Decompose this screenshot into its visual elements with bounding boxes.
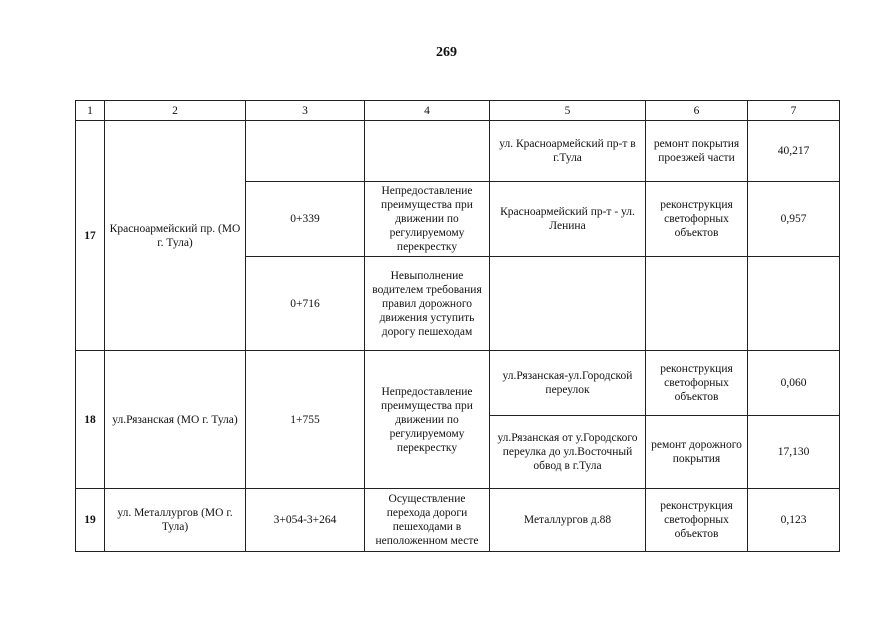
value-cell: 0,123 <box>748 489 840 552</box>
violation-cell: Непредоставление преимущества при движении по регулируемому перекрестку <box>365 182 490 257</box>
data-table <box>75 100 840 552</box>
km-cell <box>246 121 365 182</box>
row-number: 19 <box>76 489 105 552</box>
km-cell: 0+716 <box>246 257 365 351</box>
km-cell: 3+054-3+264 <box>246 489 365 552</box>
work-cell: ремонт дорожного покрытия <box>646 416 748 489</box>
work-cell <box>646 257 748 351</box>
location-cell: ул.Рязанская от у.Городского переулка до ул.Восточный обвод в г.Тула <box>490 416 646 489</box>
value-cell: 0,957 <box>748 182 840 257</box>
work-cell: реконструкция светофорных объектов <box>646 351 748 416</box>
value-cell <box>748 257 840 351</box>
km-cell: 1+755 <box>246 351 365 489</box>
header-cell: 4 <box>365 101 490 121</box>
row-number: 18 <box>76 351 105 489</box>
row-number: 17 <box>76 121 105 351</box>
violation-cell: Непредоставление преимущества при движении по регулируемому перекрестку <box>365 351 490 489</box>
location-cell: Металлургов д.88 <box>490 489 646 552</box>
header-row <box>76 101 840 121</box>
work-cell: ремонт покрытия проезжей части <box>646 121 748 182</box>
location-cell <box>490 257 646 351</box>
road-name: ул. Металлургов (МО г. Тула) <box>105 489 246 552</box>
road-name: Красноармейский пр. (МО г. Тула) <box>105 121 246 351</box>
header-cell: 2 <box>105 101 246 121</box>
page-number: 269 <box>436 45 457 60</box>
work-cell: реконструкция светофорных объектов <box>646 182 748 257</box>
location-cell: ул. Красноармейский пр-т в г.Тула <box>490 121 646 182</box>
km-cell: 0+339 <box>246 182 365 257</box>
violation-cell: Осуществление перехода дороги пешеходами в неположенном месте <box>365 489 490 552</box>
value-cell: 17,130 <box>748 416 840 489</box>
header-cell: 1 <box>76 101 105 121</box>
work-cell: реконструкция светофорных объектов <box>646 489 748 552</box>
violation-cell <box>365 121 490 182</box>
road-name: ул.Рязанская (МО г. Тула) <box>105 351 246 489</box>
header-cell: 7 <box>748 101 840 121</box>
value-cell: 0,060 <box>748 351 840 416</box>
header-cell: 5 <box>490 101 646 121</box>
table-row <box>76 489 840 552</box>
header-cell: 6 <box>646 101 748 121</box>
header-cell: 3 <box>246 101 365 121</box>
location-cell: Красноармейский пр-т - ул. Ленина <box>490 182 646 257</box>
violation-cell: Невыполнение водителем требования правил дорожного движения уступить дорогу пешеходам <box>365 257 490 351</box>
table-row <box>76 121 840 182</box>
location-cell: ул.Рязанская-ул.Городской переулок <box>490 351 646 416</box>
table-row <box>76 351 840 416</box>
value-cell: 40,217 <box>748 121 840 182</box>
